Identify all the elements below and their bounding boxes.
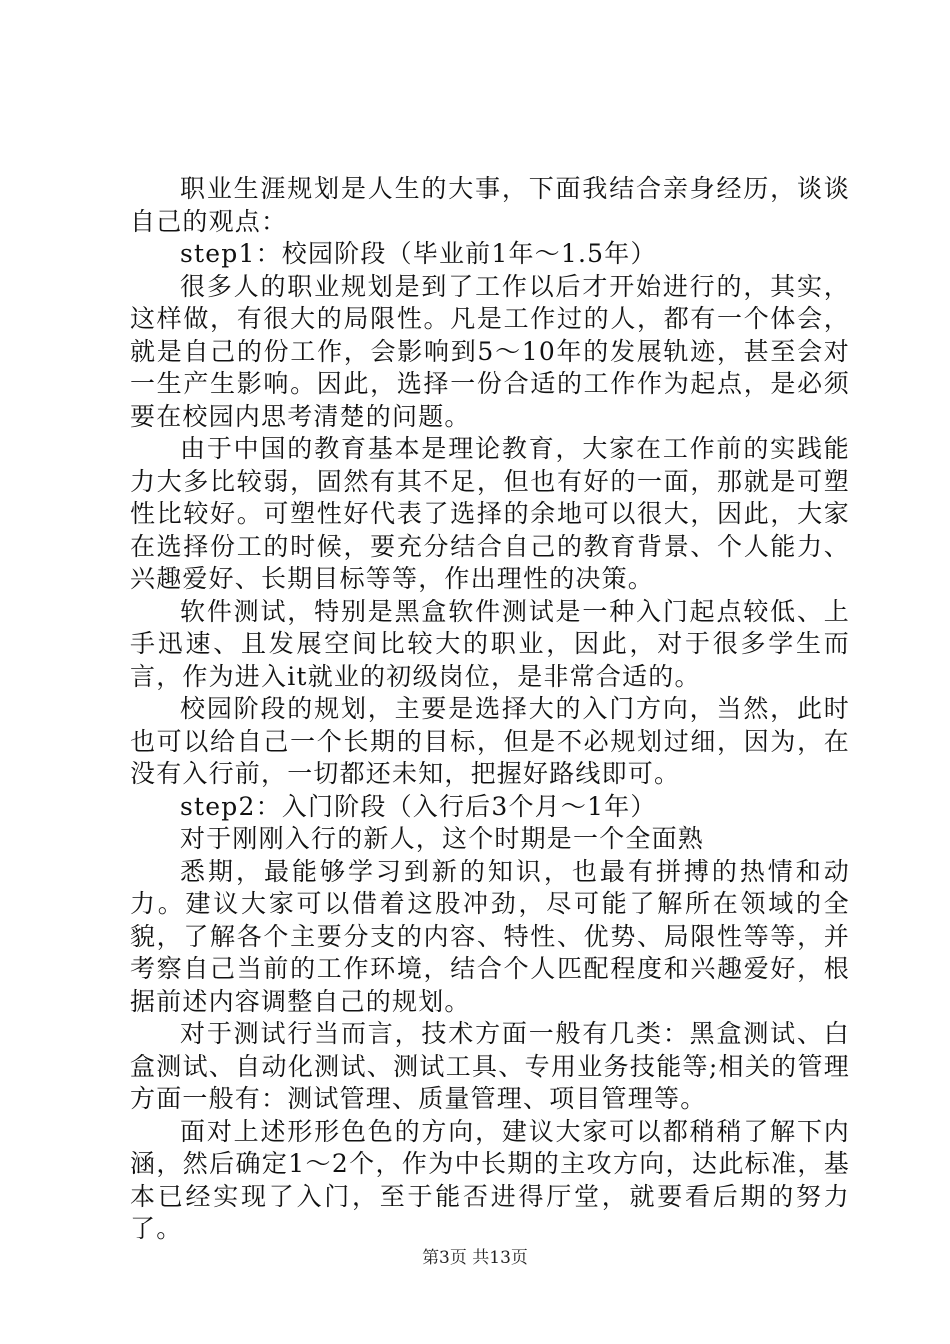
document-body — [130, 173, 850, 1246]
paragraph: 对于刚刚入行的新人，这个时期是一个全面熟 — [180, 824, 705, 853]
section-heading-step2: step2：入门阶段（入行后3个月～1年） — [180, 791, 657, 821]
paragraph: 校园阶段的规划，主要是选择大的入门方向，当然，此时也可以给自己一个长期的目标，但是不必规划过细，因为，在没有入行前，一切都还未知，把握好路线即可。 — [130, 694, 850, 788]
section-heading-step1: step1：校园阶段（毕业前1年～1.5年） — [180, 239, 657, 268]
paragraph: 软件测试，特别是黑盒软件测试是一种入门起点较低、上手迅速、且发展空间比较大的职业，因此，对于很多学生而言，作为进入it就业的初级岗位，是非常合适的。 — [130, 596, 850, 691]
paragraph: 由于中国的教育基本是理论教育，大家在工作前的实践能力大多比较弱，固然有其不足，但也有好的一面，那就是可塑性比较好。可塑性好代表了选择的余地可以很大，因此，大家在选择份工的时候，要充分结合自己的教育背景、个人能力、兴趣爱好、长期目标等等，作出理性的决策。 — [130, 434, 850, 593]
paragraph-intro: 职业生涯规划是人生的大事，下面我结合亲身经历，谈谈自己的观点： — [130, 174, 850, 236]
paragraph: 很多人的职业规划是到了工作以后才开始进行的，其实，这样做，有很大的局限性。凡是工作过的人，都有一个体会，就是自己的份工作，会影响到5～10年的发展轨迹，甚至会对一生产生影响。因此，选择一份合适的工作作为起点，是必须要在校园内思考清楚的问题。 — [130, 271, 850, 431]
paragraph: 悉期，最能够学习到新的知识，也最有拼搏的热情和动力。建议大家可以借着这股冲劲，尽可能了解所在领域的全貌，了解各个主要分支的内容、特性、优势、局限性等等，并考察自己当前的工作环境，结合个人匹配程度和兴趣爱好，根据前述内容调整自己的规划。 — [130, 856, 850, 1016]
paragraph: 对于测试行当而言，技术方面一般有几类：黑盒测试、白盒测试、自动化测试、测试工具、专用业务技能等;相关的管理方面一般有：测试管理、质量管理、项目管理等。 — [130, 1019, 850, 1113]
page-number-footer: 第3页 共13页 — [422, 1248, 528, 1268]
paragraph: 面对上述形形色色的方向，建议大家可以都稍稍了解下内涵，然后确定1～2个，作为中长期的主攻方向，达此标准，基本已经实现了入门，至于能否进得厅堂，就要看后期的努力了。 — [130, 1116, 850, 1243]
